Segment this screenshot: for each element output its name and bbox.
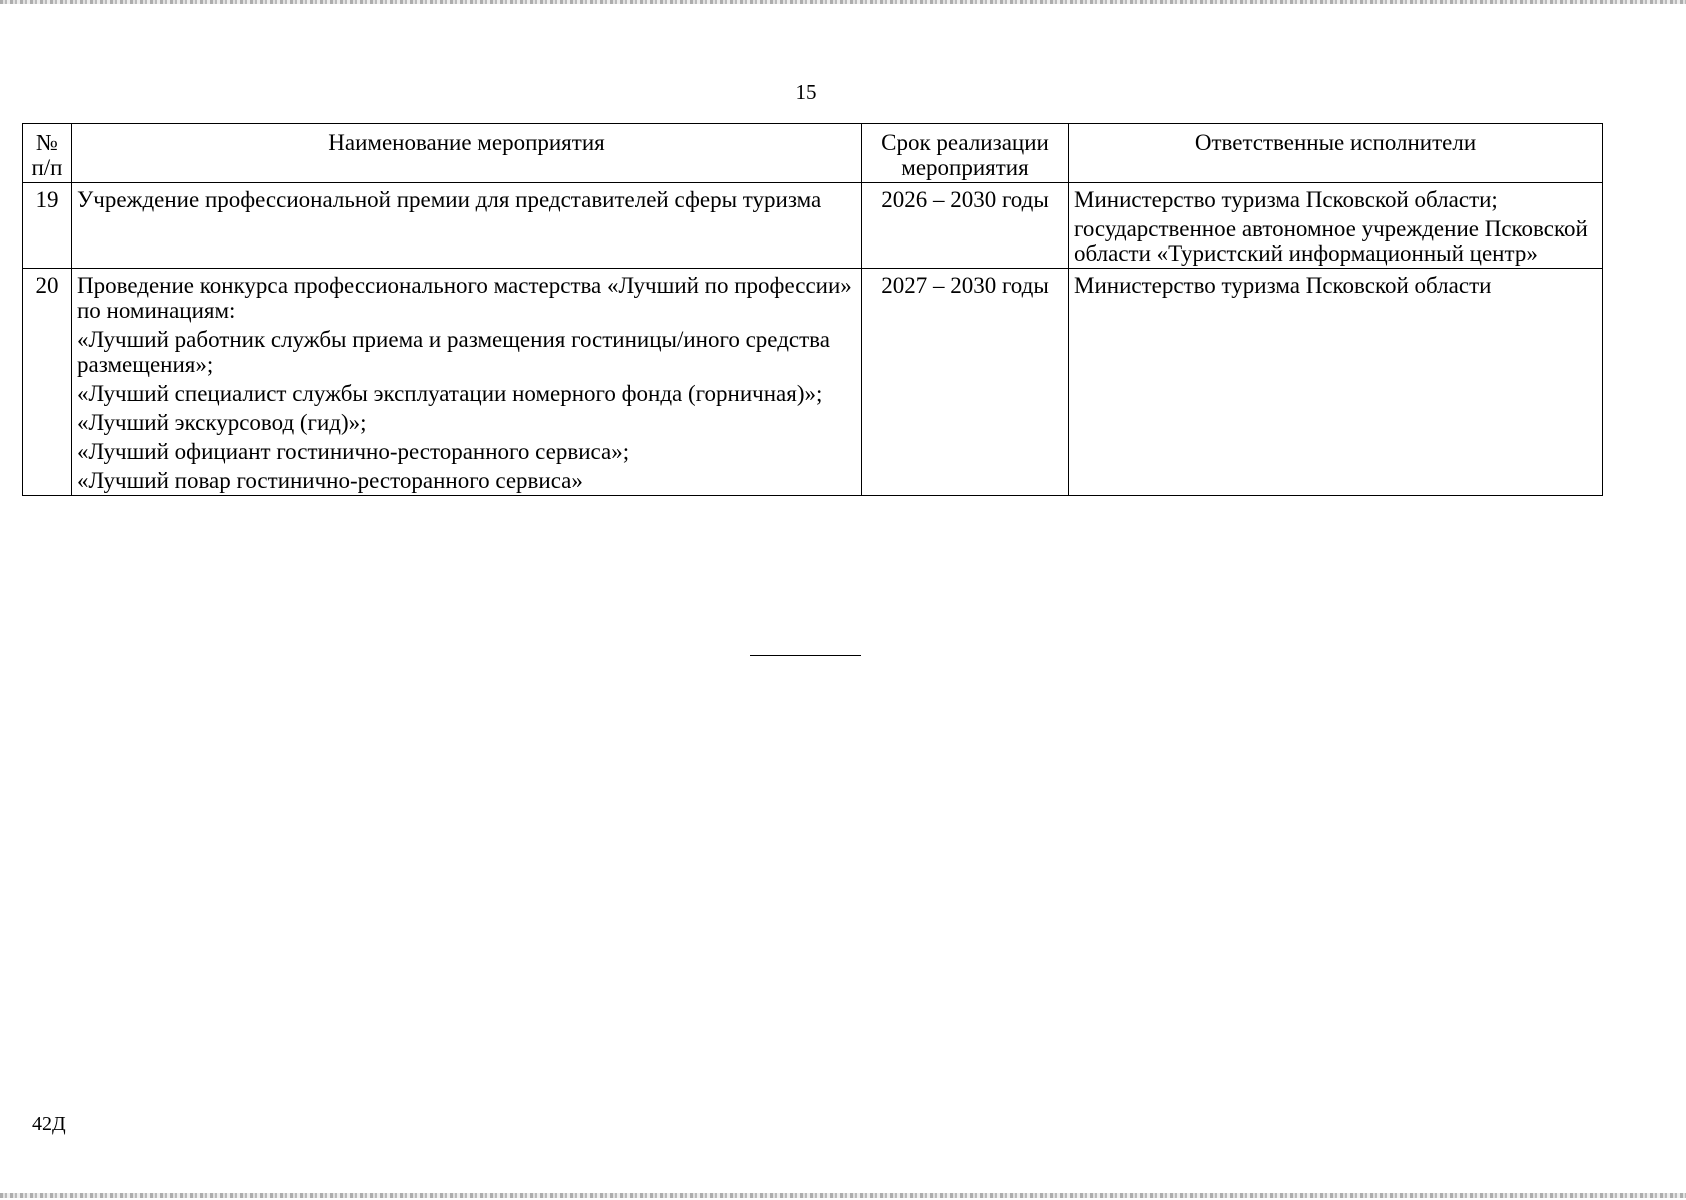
events-table [22,123,1603,496]
responsible-paragraph: Министерство туризма Псковской области [1074,273,1492,298]
nomination-item: «Лучший официант гостинично-ресторанного сервиса»; [77,439,630,464]
end-of-document-rule [750,655,861,656]
event-name-paragraph: Проведение конкурса профессионального мастерства «Лучший по профессии» по номинациям: [77,273,852,323]
row-event-name [72,269,862,496]
responsible-paragraph: государственное автономное учреждение Псковской области «Туристский информационный центр» [1074,216,1588,266]
table-row [23,269,1603,496]
responsible-paragraph: Министерство туризма Псковской области; [1074,187,1498,212]
table-header-row [23,124,1603,183]
row-term: 2027 – 2030 годы [862,269,1069,496]
row-event-name [72,183,862,269]
table-row [23,183,1603,269]
nomination-item: «Лучший специалист службы эксплуатации номерного фонда (горничная)»; [77,381,823,406]
page-number: 15 [795,80,817,104]
row-responsible [1069,183,1603,269]
document-code: 42Д [32,1113,66,1135]
row-num: 20 [23,269,72,496]
header-term: Срок реализации мероприятия [862,124,1069,183]
scan-edge-bottom [0,1193,1686,1198]
scan-edge-top [0,0,1686,4]
header-name: Наименование мероприятия [72,124,862,183]
nomination-item: «Лучший экскурсовод (гид)»; [77,410,367,435]
row-num: 19 [23,183,72,269]
row-responsible [1069,269,1603,496]
header-responsible: Ответственные исполнители [1069,124,1603,183]
header-num: № п/п [23,124,72,183]
nomination-item: «Лучший повар гостинично-ресторанного сервиса» [77,468,583,493]
row-term: 2026 – 2030 годы [862,183,1069,269]
event-name-paragraph: Учреждение профессиональной премии для представителей сферы туризма [77,187,822,212]
nomination-item: «Лучший работник службы приема и размещения гостиницы/иного средства размещения»; [77,327,830,377]
